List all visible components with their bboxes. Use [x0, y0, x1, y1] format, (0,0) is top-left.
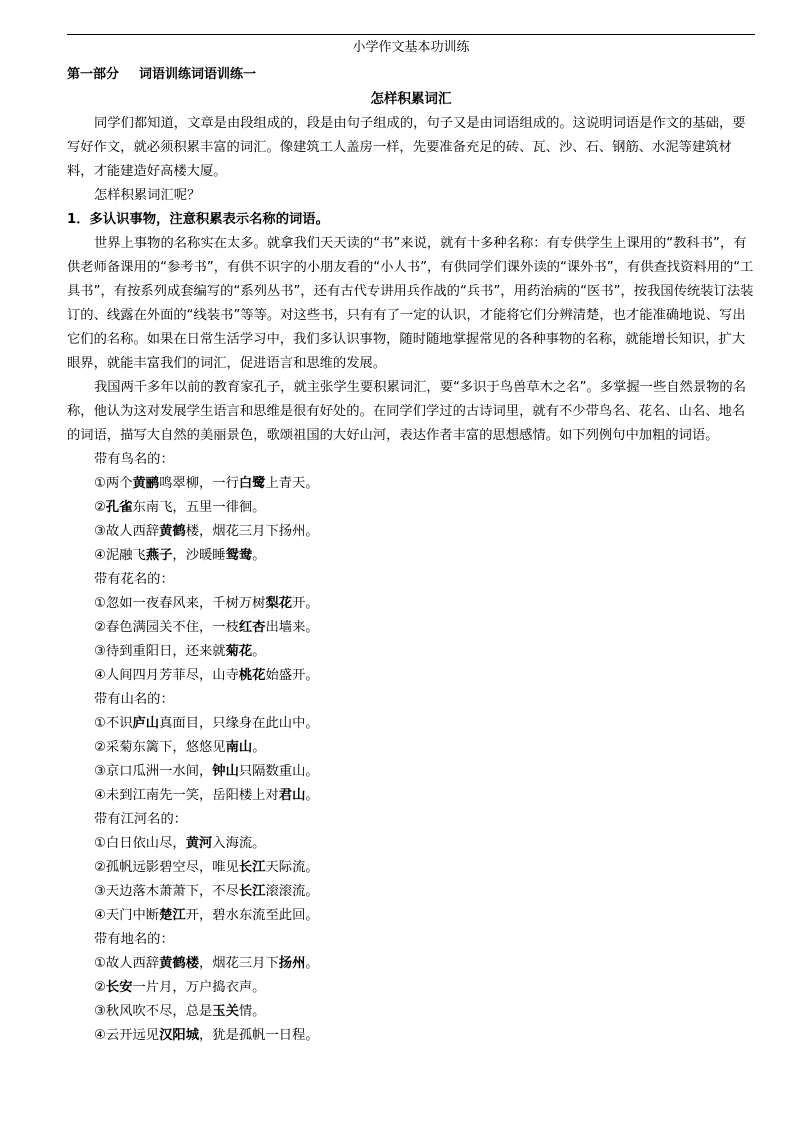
bold-keyword: 汉阳城: [159, 1028, 199, 1043]
header-rule: [67, 34, 755, 35]
example-line: [67, 760, 757, 784]
example-line: [67, 592, 757, 616]
bold-keyword: 黄鹤楼: [159, 956, 199, 971]
bold-keyword: 燕子: [145, 548, 173, 563]
example-line: [67, 832, 757, 856]
example-line: [67, 616, 757, 640]
example-line: [67, 1000, 757, 1024]
bold-keyword: 庐山: [132, 716, 160, 731]
paragraph-1: 世界上事物的名称实在太多。就拿我们天天读的“书”来说，就有十多种名称：有专供学生上课用的“教科书”，有供老师备课用的“参考书”，有供不识字的小朋友看的“小人书”，有供同学们课外读的“课外书”，有供查找资料用的“工具书”，有按系列成套编写的“系列丛书”，还有古代专讲用兵作战的“兵书”，用药治病的“医书”，按我国传统装订法装订的、线露在外面的“线装书”等等。对这些书，只有有了一定的认识，才能将它们分辨清楚，也才能准确地说、写出它们的名称。如果在日常生活学习中，我们多认识事物，随时随地掌握常见的各种事物的名称，就能增长知识，扩大眼界，就能丰富我们的词汇，促进语言和思维的发展。: [67, 236, 754, 371]
line-text: 东南飞，五里一徘徊。: [132, 500, 266, 515]
group-label: 带有地名的：: [94, 932, 174, 947]
line-text: ③待到重阳日，还来就: [94, 644, 226, 659]
line-text: ②采菊东篱下，悠悠见: [94, 740, 226, 755]
line-text: 。: [252, 644, 266, 659]
example-groups: [67, 448, 757, 1048]
line-text: ④云开远见: [94, 1028, 160, 1043]
example-line: [67, 712, 757, 736]
line-text: ①不识: [94, 716, 133, 731]
document-body: [67, 112, 757, 1048]
bold-keyword: 扬州: [278, 956, 306, 971]
line-text: 。: [252, 740, 266, 755]
example-line: [67, 880, 757, 904]
line-text: 鸣翠柳，一行: [159, 476, 239, 491]
line-text: ②孤帆远影碧空尽，唯见: [94, 860, 239, 875]
line-text: 开。: [292, 596, 319, 611]
question-paragraph: 怎样积累词汇呢？: [94, 188, 201, 203]
line-text: ①忽如一夜春风来，千树万树: [94, 596, 266, 611]
bold-keyword: 长江: [238, 884, 266, 899]
line-text: 只隔数重山。: [238, 764, 319, 779]
line-text: ④未到江南先一笑，岳阳楼上对: [94, 788, 279, 803]
bold-keyword: 玉关: [212, 1004, 239, 1019]
bold-keyword: 黄鹂: [132, 476, 160, 491]
bold-keyword: 楚江: [159, 908, 186, 923]
bold-keyword: 君山: [278, 788, 306, 803]
bold-keyword: 长安: [105, 980, 133, 995]
line-text: 出墙来。: [265, 620, 319, 635]
example-line: [67, 496, 757, 520]
group-label: 带有江河名的：: [94, 812, 188, 827]
line-text: 真面目，只缘身在此山中。: [159, 716, 319, 731]
bold-keyword: 孔雀: [105, 500, 133, 515]
line-text: ③京口瓜洲一水间，: [94, 764, 213, 779]
line-text: ④泥融飞: [94, 548, 146, 563]
bold-keyword: 南山: [225, 740, 253, 755]
section-part: 第一部分: [67, 67, 120, 82]
example-line: [67, 904, 757, 928]
line-text: 始盛开。: [265, 668, 319, 683]
line-text: ④天门中断: [94, 908, 160, 923]
bold-keyword: 鸳鸯: [225, 548, 253, 563]
bold-keyword: 梨花: [265, 596, 293, 611]
line-text: 。: [252, 548, 266, 563]
page-title: 怎样积累词汇: [370, 91, 452, 107]
line-text: ②: [94, 500, 106, 515]
line-text: ③天边落木萧萧下，不尽: [94, 884, 239, 899]
line-text: 开，碧水东流至此回。: [185, 908, 319, 923]
bold-keyword: 红杏: [238, 620, 266, 635]
bold-keyword: 长江: [238, 860, 266, 875]
line-text: 。: [305, 956, 319, 971]
example-line: [67, 640, 757, 664]
example-line: [67, 544, 757, 568]
section-name: 词语训练词语训练一: [139, 67, 257, 82]
group-label: 带有山名的：: [94, 692, 174, 707]
line-text: ，沙暖睡: [172, 548, 226, 563]
paragraph-2: 我国两千多年以前的教育家孔子，就主张学生要积累词汇，要“多识于鸟兽草木之名”。多掌握一些自然景物的名称，他认为这对发展学生语言和思维是很有好处的。在同学们学过的古诗词里，就有不少带鸟名、花名、山名、地名的词语，描写大自然的美丽景色，歌颂祖国的大好山河，表达作者丰富的思想感情。如下列例句中加粗的词语。: [67, 380, 747, 443]
example-line: [67, 520, 757, 544]
line-text: 情。: [238, 1004, 266, 1019]
group-label: 带有鸟名的：: [94, 452, 174, 467]
line-text: 滚滚流。: [265, 884, 319, 899]
line-text: 。: [305, 788, 319, 803]
bold-keyword: 黄河: [185, 836, 213, 851]
line-text: ，烟花三月下: [199, 956, 279, 971]
bold-keyword: 桃花: [238, 668, 266, 683]
bold-keyword: 钟山: [212, 764, 239, 779]
example-line: [67, 664, 757, 688]
bold-keyword: 黄鹤: [159, 524, 186, 539]
line-text: 上青天。: [265, 476, 319, 491]
line-text: 楼，烟花三月下扬州。: [185, 524, 319, 539]
line-text: ③故人西辞: [94, 524, 160, 539]
bold-keyword: 菊花: [225, 644, 253, 659]
line-text: ，犹是孤帆一日程。: [199, 1028, 319, 1043]
bold-keyword: 白鹭: [238, 476, 266, 491]
line-text: ①两个: [94, 476, 133, 491]
line-text: ②春色满园关不住，一枝: [94, 620, 239, 635]
example-line: [67, 1024, 757, 1048]
line-text: ④人间四月芳菲尽，山寺: [94, 668, 239, 683]
line-text: 一片月，万户捣衣声。: [132, 980, 266, 995]
page-header: 小学作文基本功训练: [352, 40, 470, 55]
intro-paragraph: 同学们都知道，文章是由段组成的，段是由句子组成的，句子又是由词语组成的。这说明词语是作文的基础，要写好作文，就必须积累丰富的词汇。像建筑工人盖房一样，先要准备充足的砖、瓦、沙、石、钢筋、水泥等建筑材料，才能建造好高楼大厦。: [67, 116, 746, 179]
section-heading: [67, 66, 256, 84]
group-label: 带有花名的：: [94, 572, 174, 587]
example-line: [67, 976, 757, 1000]
line-text: ③秋风吹不尽，总是: [94, 1004, 213, 1019]
line-text: 入海流。: [212, 836, 266, 851]
line-text: ②: [94, 980, 106, 995]
example-line: [67, 736, 757, 760]
line-text: ①故人西辞: [94, 956, 160, 971]
example-line: [67, 952, 757, 976]
example-line: [67, 856, 757, 880]
subheading-1: 1．多认识事物，注意积累表示名称的词语。: [67, 212, 329, 227]
example-line: [67, 472, 757, 496]
line-text: 天际流。: [265, 860, 319, 875]
line-text: ①白日依山尽，: [94, 836, 186, 851]
example-line: [67, 784, 757, 808]
